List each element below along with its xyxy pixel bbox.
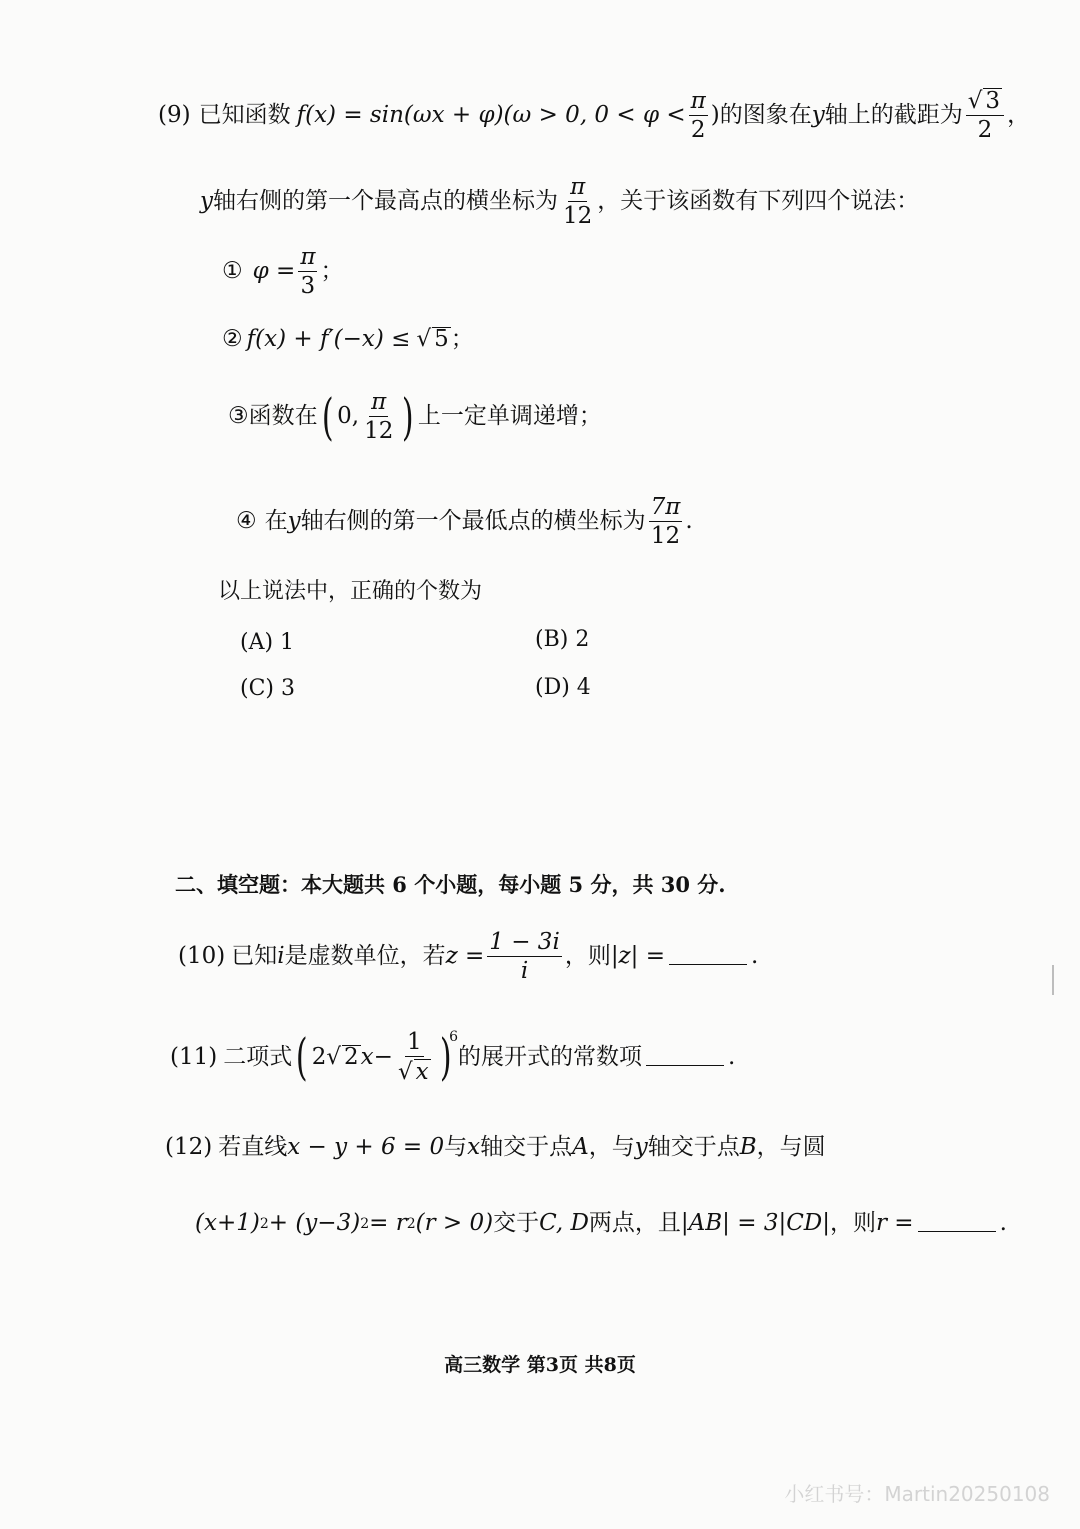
q10: (10) 已知 i 是虚数单位，若 z = $\frac{1 - 3i}{i}$ ，则 |z| = . [178,929,759,985]
q12-line-2: (x+1) 2 + (y−3) 2 = r 2 (r > 0) 交于 C, D 两点，且 |AB| = 3|CD| ，则 r = . [195,1210,1007,1236]
q10-answer-blank[interactable] [669,948,747,965]
choice-c: (C) 3 [240,676,295,701]
q11: (11) 二项式 ( 2 √ 2 x − $\frac{1}{√ x}$ ) 6 的展开式的常数项 . [170,1028,736,1087]
q9-line-2: y 轴右侧的第一个最高点的横坐标为 $\frac{\pi}{12}$ ，关于该函数有下列四个说法： [200,174,920,230]
watermark-text: 小红书号：Martin20250108 [784,1482,1050,1506]
q9-number: (9) [158,101,191,128]
q11-answer-blank[interactable] [646,1049,724,1066]
q9-statement-2: ② f(x) + f′(−x) ≤ √ 5 ； [222,325,474,352]
section-2-title: 二、填空题：本大题共 6 个小题，每小题 5 分，共 30 分. [175,872,726,897]
q9-fraction-pi-2: $\frac{\pi}{2}$ [690,87,706,143]
q9-statement-3: ③ 函数在 ( 0, $\frac{\pi}{12}$ ) 上一定单调递增； [228,387,602,446]
q12-answer-blank[interactable] [918,1215,996,1232]
q9-statement-1: ① φ = $\frac{\pi}{3}$ ； [222,244,344,300]
choice-a: (A) 1 [240,630,295,655]
q9-fraction-sqrt3-2: $\frac{√ 3}{2}$ [966,88,1004,142]
q9-fraction-pi-12: $\frac{\pi}{12}$ [563,174,593,230]
q12-line-1: (12) 若直线 x − y + 6 = 0 与 x 轴交于点 A ，与 y 轴交于点 B ，与圆 [165,1134,826,1160]
choice-b: (B) 2 [535,627,590,652]
q9-statement-4: ④ 在 y 轴右侧的第一个最低点的横坐标为 $\frac{7\pi}{12}$ . [236,494,693,550]
page-footer: 高三数学 第3页 共8页 [444,1354,636,1376]
choice-d: (D) 4 [535,675,591,700]
q9-line-1: (9) 已知函数 f(x) = sin(ωx + φ)(ω > 0, 0 < φ < $\frac{\pi}{2}$ ) 的图象在 y 轴上的截距为 $\frac{√ 3}{2}$ ， [158,87,1031,144]
scan-edge-mark [1052,965,1054,995]
q9-prompt: 以上说法中，正确的个数为 [218,579,483,604]
